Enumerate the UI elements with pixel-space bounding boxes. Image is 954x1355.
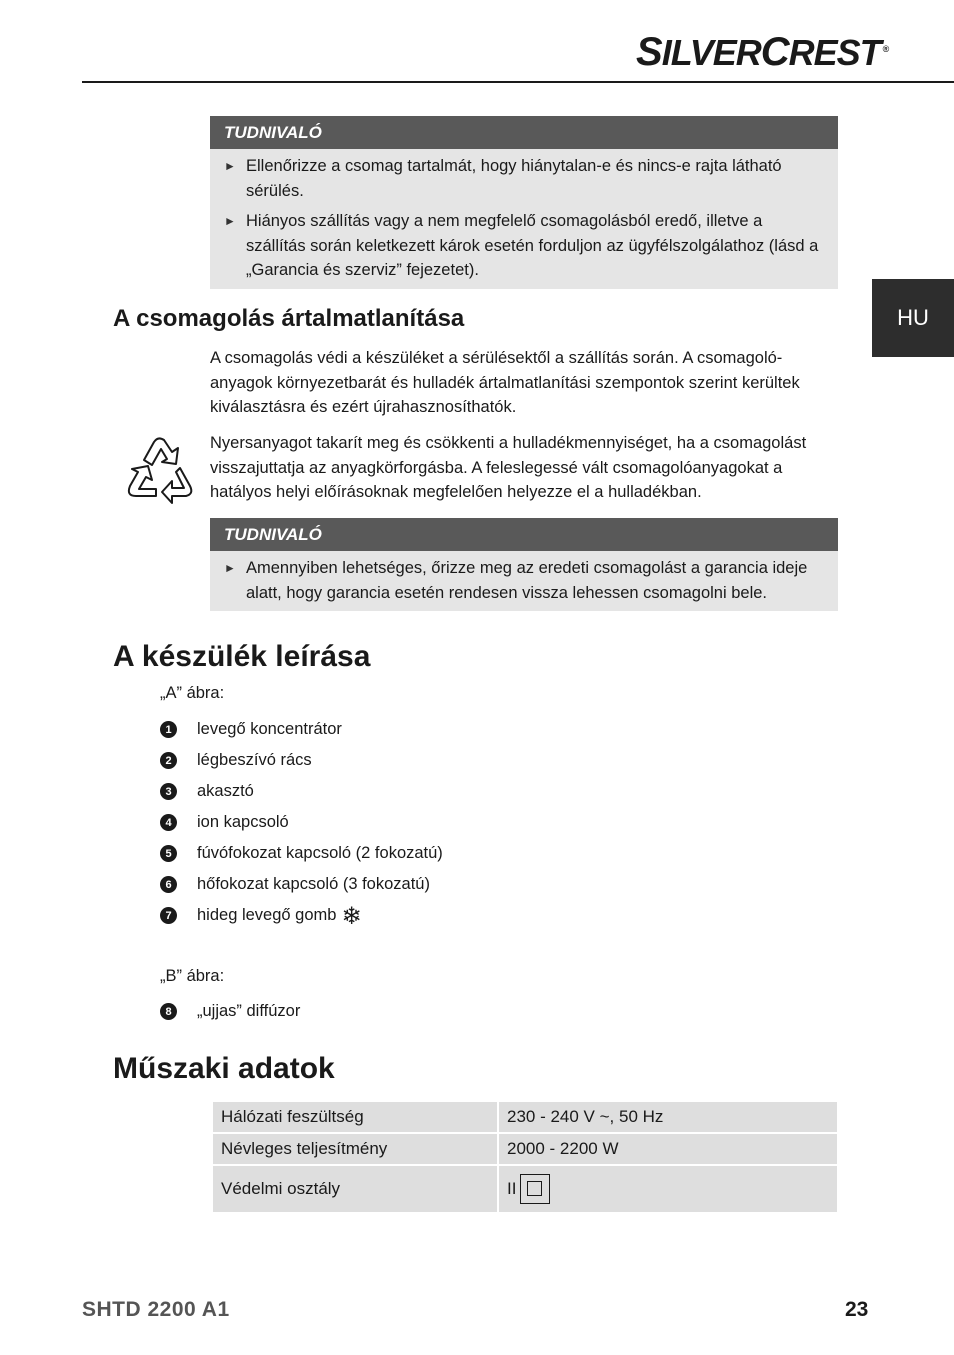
brand-logo bbox=[636, 30, 888, 75]
part-label: „ujjas” diffúzor bbox=[197, 1002, 301, 1020]
spec-label: Névleges teljesítmény bbox=[213, 1134, 497, 1164]
registered-mark: ® bbox=[882, 44, 889, 54]
language-tab bbox=[872, 279, 954, 357]
part-label: hőfokozat kapcsoló (3 fokozatú) bbox=[197, 875, 430, 893]
list-item bbox=[160, 996, 300, 1027]
notice-bullet-text: Ellenőrizze a csomag tartalmát, hogy hiánytalan-e és nincs-e rajta látható sérülés. bbox=[246, 157, 782, 200]
notice-bullet bbox=[224, 209, 824, 283]
notice-bullet-text: Amennyiben lehetséges, őrizze meg az eredeti csomagolást a garancia ideje alatt, hogy garancia esetén rendesen vissza lehessen csomagolni bele. bbox=[246, 559, 808, 602]
number-badge: 1 bbox=[160, 721, 177, 738]
number-badge: 7 bbox=[160, 907, 177, 924]
list-item bbox=[160, 714, 443, 745]
language-code: HU bbox=[897, 305, 929, 330]
brand-letter-c: C bbox=[760, 30, 789, 74]
header-rule bbox=[82, 81, 954, 83]
section-heading-description: A készülék leírása bbox=[113, 640, 371, 673]
notice-box-2 bbox=[210, 518, 838, 611]
spec-value bbox=[499, 1166, 837, 1212]
list-item bbox=[160, 838, 443, 869]
notice-bullet bbox=[224, 556, 824, 605]
recycle-icon bbox=[118, 432, 204, 512]
part-label: akasztó bbox=[197, 782, 254, 800]
protection-class-ii-icon bbox=[520, 1174, 550, 1204]
part-label: hideg levegő gomb bbox=[197, 906, 337, 924]
figure-a-label: „A” ábra: bbox=[160, 684, 225, 702]
notice-body bbox=[210, 149, 838, 289]
part-label: légbeszívó rács bbox=[197, 751, 312, 769]
part-label: fúvófokozat kapcsoló (2 fokozatú) bbox=[197, 844, 443, 862]
parts-list-a bbox=[160, 714, 443, 931]
section-heading-disposal: A csomagolás ártalmatlanítása bbox=[113, 305, 465, 332]
notice-title: TUDNIVALÓ bbox=[210, 518, 838, 551]
snowflake-icon: ❄ bbox=[341, 901, 362, 930]
notice-bullet-text: Hiányos szállítás vagy a nem megfelelő csomagolásból eredő, illetve a szállítás során keletkezett károk esetén forduljon az ügyfélszolgálathoz (lásd a „Garancia és szerviz” fejezetet). bbox=[246, 212, 819, 279]
brand-text-ilver: ILVER bbox=[661, 32, 761, 73]
list-item bbox=[160, 807, 443, 838]
figure-b-label: „B” ábra: bbox=[160, 967, 225, 985]
list-item bbox=[160, 745, 443, 776]
table-row bbox=[213, 1134, 837, 1164]
parts-list-b bbox=[160, 996, 300, 1027]
brand-text-rest: REST bbox=[788, 32, 881, 73]
notice-box-1 bbox=[210, 116, 838, 289]
spec-value: 2000 - 2200 W bbox=[499, 1134, 837, 1164]
list-item bbox=[160, 776, 443, 807]
arrow-bullet-icon: ► bbox=[224, 214, 236, 228]
number-badge: 8 bbox=[160, 1003, 177, 1020]
part-label: ion kapcsoló bbox=[197, 813, 289, 831]
list-item bbox=[160, 900, 443, 931]
arrow-bullet-icon: ► bbox=[224, 561, 236, 575]
spec-value: 230 - 240 V ~, 50 Hz bbox=[499, 1102, 837, 1132]
disposal-paragraph-1: A csomagolás védi a készüléket a sérülésektől a szállítás során. A csomagoló-anyagok környezetbarát és hulladék ártalmatlanítási szempontok szerint kerültek kiválasztásra és ezért újrahasznosíthatók. bbox=[210, 349, 800, 416]
protection-class-text: II bbox=[507, 1179, 517, 1198]
arrow-bullet-icon: ► bbox=[224, 159, 236, 173]
spec-label: Védelmi osztály bbox=[213, 1166, 497, 1212]
number-badge: 4 bbox=[160, 814, 177, 831]
number-badge: 6 bbox=[160, 876, 177, 893]
disposal-paragraph-2: Nyersanyagot takarít meg és csökkenti a hulladékmennyiséget, ha a csomagolást visszajuttatja az anyagkörforgásba. A feleslegessé vált csomagolóanyagokat a hatályos helyi előírásoknak megfelelően helyezze el a hulladékban. bbox=[210, 434, 807, 501]
spec-label: Hálózati feszültség bbox=[213, 1102, 497, 1132]
part-label: levegő koncentrátor bbox=[197, 720, 342, 738]
page-number: 23 bbox=[845, 1298, 869, 1321]
footer-model: SHTD 2200 A1 bbox=[82, 1298, 230, 1321]
brand-letter-s: S bbox=[636, 30, 662, 74]
number-badge: 3 bbox=[160, 783, 177, 800]
table-row bbox=[213, 1166, 837, 1212]
specs-table bbox=[211, 1100, 839, 1214]
number-badge: 5 bbox=[160, 845, 177, 862]
table-row bbox=[213, 1102, 837, 1132]
notice-title: TUDNIVALÓ bbox=[210, 116, 838, 149]
notice-body bbox=[210, 551, 838, 611]
number-badge: 2 bbox=[160, 752, 177, 769]
notice-bullet bbox=[224, 154, 824, 203]
list-item bbox=[160, 869, 443, 900]
section-heading-specs: Műszaki adatok bbox=[113, 1052, 335, 1085]
